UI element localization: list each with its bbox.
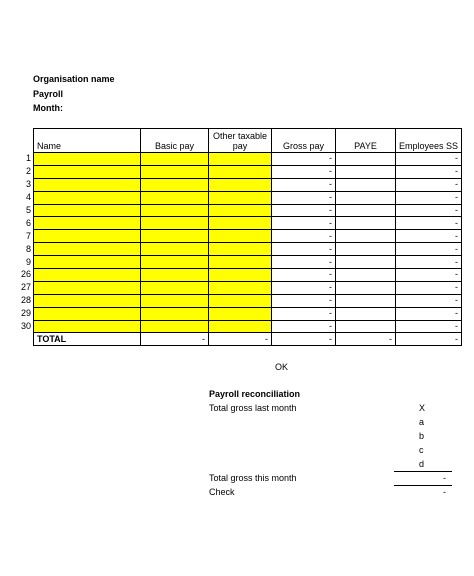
row-number: 27: [21, 282, 32, 293]
basic-pay-cell[interactable]: [141, 153, 209, 166]
reconciliation-letter-x[interactable]: X: [419, 403, 426, 413]
table-header-row: [18, 129, 462, 153]
employees-ss-cell[interactable]: -: [396, 217, 462, 230]
row-number: 26: [21, 269, 32, 280]
other-taxable-pay-cell[interactable]: [209, 217, 272, 230]
employees-ss-cell[interactable]: -: [396, 307, 462, 320]
basic-pay-cell[interactable]: [141, 191, 209, 204]
other-taxable-pay-cell[interactable]: [209, 320, 272, 333]
paye-cell[interactable]: [336, 281, 396, 294]
gross-pay-cell[interactable]: -: [272, 204, 336, 217]
reconciliation-sum-rule: [394, 471, 452, 472]
basic-pay-cell[interactable]: [141, 230, 209, 243]
gross-pay-cell[interactable]: -: [272, 320, 336, 333]
total-gross-this-month-value[interactable]: -: [443, 473, 446, 483]
table-row: [18, 230, 462, 243]
employees-ss-cell[interactable]: -: [396, 281, 462, 294]
total-label: TOTAL: [34, 333, 141, 346]
other-taxable-pay-cell[interactable]: [209, 307, 272, 320]
payroll-table: [18, 128, 462, 346]
name-cell[interactable]: [34, 307, 141, 320]
name-cell[interactable]: [34, 217, 141, 230]
total-gross-pay[interactable]: -: [272, 333, 336, 346]
basic-pay-cell[interactable]: [141, 281, 209, 294]
reconciliation-letter-a[interactable]: a: [419, 417, 425, 427]
check-label: Check: [209, 487, 235, 497]
total-gross-this-month-label: Total gross this month: [209, 473, 297, 483]
table-row: [18, 320, 462, 333]
paye-cell[interactable]: [336, 165, 396, 178]
month-label: Month:: [33, 103, 63, 113]
name-cell[interactable]: [34, 256, 141, 269]
employees-ss-cell[interactable]: -: [396, 269, 462, 282]
gross-pay-cell[interactable]: -: [272, 153, 336, 166]
other-taxable-pay-cell[interactable]: [209, 165, 272, 178]
basic-pay-cell[interactable]: [141, 256, 209, 269]
gross-pay-cell[interactable]: -: [272, 191, 336, 204]
paye-cell[interactable]: [336, 230, 396, 243]
row-number: 7: [26, 230, 32, 241]
employees-ss-cell[interactable]: -: [396, 191, 462, 204]
employees-ss-cell[interactable]: -: [396, 320, 462, 333]
column-header-name[interactable]: Name: [34, 129, 141, 153]
total-employees-ss[interactable]: -: [396, 333, 462, 346]
employees-ss-cell[interactable]: -: [396, 204, 462, 217]
table-row: [18, 307, 462, 320]
table-row: [18, 165, 462, 178]
row-number: 29: [21, 308, 32, 319]
total-other-taxable-pay[interactable]: -: [209, 333, 272, 346]
reconciliation-title: Payroll reconciliation: [209, 389, 301, 399]
paye-cell[interactable]: [336, 256, 396, 269]
name-cell[interactable]: [34, 153, 141, 166]
check-rule: [394, 485, 452, 486]
table-row: [18, 217, 462, 230]
row-number: 3: [26, 179, 32, 190]
other-taxable-pay-cell[interactable]: [209, 281, 272, 294]
paye-cell[interactable]: [336, 243, 396, 256]
table-row: [18, 191, 462, 204]
other-taxable-pay-cell[interactable]: [209, 294, 272, 307]
paye-cell[interactable]: [336, 307, 396, 320]
name-cell[interactable]: [34, 243, 141, 256]
paye-cell[interactable]: [336, 320, 396, 333]
reconciliation-letter-b[interactable]: b: [419, 431, 425, 441]
gross-pay-cell[interactable]: -: [272, 230, 336, 243]
employees-ss-cell[interactable]: -: [396, 230, 462, 243]
other-taxable-pay-cell[interactable]: [209, 269, 272, 282]
gross-pay-cell[interactable]: -: [272, 281, 336, 294]
name-cell[interactable]: [34, 178, 141, 191]
employees-ss-cell[interactable]: -: [396, 165, 462, 178]
row-number: 2: [26, 166, 32, 177]
basic-pay-cell[interactable]: [141, 217, 209, 230]
row-number: 1: [26, 153, 32, 164]
table-row: [18, 243, 462, 256]
reconciliation-letter-c[interactable]: c: [419, 445, 424, 455]
name-cell[interactable]: [34, 320, 141, 333]
column-header-basic-pay[interactable]: Basic pay: [141, 129, 209, 153]
other-taxable-pay-cell[interactable]: [209, 191, 272, 204]
basic-pay-cell[interactable]: [141, 204, 209, 217]
gross-pay-cell[interactable]: -: [272, 269, 336, 282]
row-number: 9: [26, 256, 32, 267]
name-cell[interactable]: [34, 269, 141, 282]
gross-pay-cell[interactable]: -: [272, 243, 336, 256]
gross-pay-cell[interactable]: -: [272, 178, 336, 191]
name-cell[interactable]: [34, 191, 141, 204]
employees-ss-cell[interactable]: -: [396, 153, 462, 166]
paye-cell[interactable]: [336, 178, 396, 191]
row-number: 8: [26, 243, 32, 254]
table-row: [18, 178, 462, 191]
table-row: [18, 256, 462, 269]
payroll-title: Payroll: [33, 89, 64, 99]
name-cell[interactable]: [34, 294, 141, 307]
column-header-other-taxable-pay[interactable]: Other taxable pay: [209, 129, 272, 153]
name-cell[interactable]: [34, 165, 141, 178]
gross-pay-cell[interactable]: -: [272, 294, 336, 307]
basic-pay-cell[interactable]: [141, 178, 209, 191]
basic-pay-cell[interactable]: [141, 307, 209, 320]
table-row: [18, 204, 462, 217]
table-row: [18, 269, 462, 282]
other-taxable-pay-cell[interactable]: [209, 243, 272, 256]
total-row: [18, 333, 462, 346]
name-cell[interactable]: [34, 281, 141, 294]
row-number-total: [18, 333, 34, 346]
organisation-name: Organisation name: [33, 74, 115, 84]
row-number: 4: [26, 192, 32, 203]
paye-cell[interactable]: [336, 191, 396, 204]
table-row: [18, 294, 462, 307]
row-number: 5: [26, 205, 32, 215]
other-taxable-pay-cell[interactable]: [209, 204, 272, 217]
gross-pay-cell[interactable]: -: [272, 165, 336, 178]
ok-indicator: OK: [275, 362, 289, 372]
other-taxable-pay-cell[interactable]: [209, 256, 272, 269]
row-number-header: [18, 129, 34, 153]
total-paye[interactable]: -: [336, 333, 396, 346]
other-taxable-pay-cell[interactable]: [209, 178, 272, 191]
employees-ss-cell[interactable]: -: [396, 256, 462, 269]
row-number: 28: [21, 295, 32, 306]
basic-pay-cell[interactable]: [141, 165, 209, 178]
employees-ss-cell[interactable]: -: [396, 178, 462, 191]
paye-cell[interactable]: [336, 153, 396, 166]
basic-pay-cell[interactable]: [141, 269, 209, 282]
column-header-employees-ss[interactable]: Employees SS: [396, 129, 462, 153]
employees-ss-cell[interactable]: -: [396, 294, 462, 307]
table-row: [18, 281, 462, 294]
row-number: 30: [21, 321, 32, 332]
basic-pay-cell[interactable]: [141, 320, 209, 333]
paye-cell[interactable]: [336, 294, 396, 307]
column-header-gross-pay[interactable]: Gross pay: [272, 129, 336, 153]
table-row: [18, 153, 462, 166]
check-value[interactable]: -: [443, 487, 446, 497]
paye-cell[interactable]: [336, 269, 396, 282]
total-gross-last-month-label: Total gross last month: [209, 403, 297, 413]
gross-pay-cell[interactable]: -: [272, 217, 336, 230]
employees-ss-cell[interactable]: -: [396, 243, 462, 256]
name-cell[interactable]: [34, 204, 141, 217]
row-number: 6: [26, 217, 32, 228]
paye-cell[interactable]: [336, 204, 396, 217]
basic-pay-cell[interactable]: [141, 294, 209, 307]
total-basic-pay[interactable]: -: [141, 333, 209, 346]
gross-pay-cell[interactable]: -: [272, 307, 336, 320]
basic-pay-cell[interactable]: [141, 243, 209, 256]
gross-pay-cell[interactable]: -: [272, 256, 336, 269]
paye-cell[interactable]: [336, 217, 396, 230]
reconciliation-letter-d[interactable]: d: [419, 459, 425, 469]
other-taxable-pay-cell[interactable]: [209, 153, 272, 166]
column-header-paye[interactable]: PAYE: [336, 129, 396, 153]
other-taxable-pay-cell[interactable]: [209, 230, 272, 243]
name-cell[interactable]: [34, 230, 141, 243]
